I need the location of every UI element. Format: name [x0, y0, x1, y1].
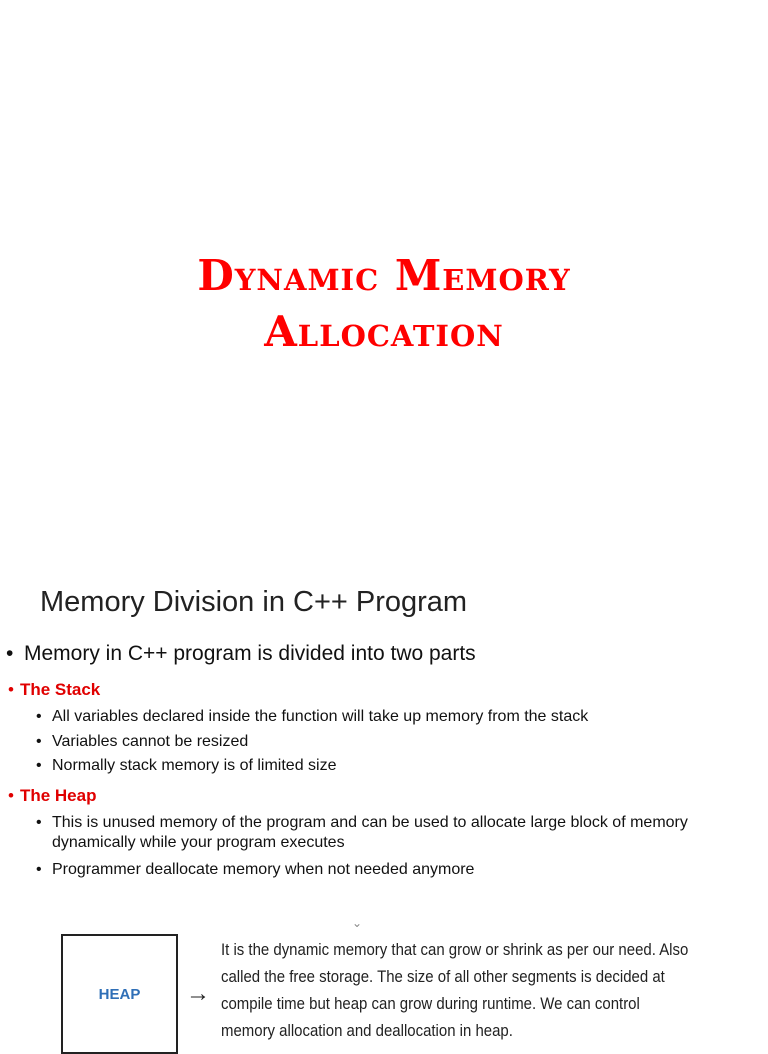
heap-box-label: HEAP — [98, 986, 141, 1003]
list-item — [36, 732, 736, 752]
bullet-icon: • — [36, 861, 42, 878]
heap-heading — [8, 786, 96, 806]
bullet-icon: • — [36, 708, 42, 725]
stack-item-text: All variables declared inside the function will take up memory from the stack — [52, 708, 589, 725]
bullet-icon: • — [6, 642, 14, 665]
title-line-2: Allocation — [264, 307, 504, 356]
bullet-icon: • — [36, 757, 42, 774]
stack-title: The Stack — [19, 680, 101, 699]
slide-title — [0, 248, 768, 360]
slide-heading: Memory Division in C++ Program — [40, 586, 468, 618]
stack-item-text: Normally stack memory is of limited size — [52, 757, 337, 774]
bullet-icon: • — [36, 814, 42, 831]
stack-heading — [8, 680, 100, 700]
list-item — [36, 860, 736, 880]
heap-item-text: This is unused memory of the program and can be used to allocate large block of memory dynamically while your program executes — [52, 814, 688, 851]
heap-title: The Heap — [19, 786, 97, 805]
title-line-1: Dynamic Memory — [197, 251, 571, 300]
list-item — [36, 813, 696, 853]
heap-description: It is the dynamic memory that can grow or shrink as per our need. Also called the free storage. The size of all other segments is decided at compile time but heap can grow during runtime. We can control memory allocation and deallocation in heap. — [221, 940, 689, 1040]
bullet-icon: • — [8, 786, 14, 805]
heap-item-text: Programmer deallocate memory when not needed anymore — [52, 861, 475, 878]
content-slide — [0, 570, 768, 1040]
bullet-icon: • — [36, 733, 42, 750]
chevron-down-icon: ⌄ — [352, 916, 363, 930]
heap-diagram-box — [61, 934, 178, 1054]
arrow-right-icon: → — [186, 980, 210, 1007]
list-item — [36, 707, 736, 727]
list-item — [36, 756, 736, 776]
intro-text: Memory in C++ program is divided into two parts — [24, 642, 476, 665]
intro-bullet — [6, 642, 476, 666]
bullet-icon: • — [8, 680, 14, 699]
stack-item-text: Variables cannot be resized — [52, 733, 249, 750]
